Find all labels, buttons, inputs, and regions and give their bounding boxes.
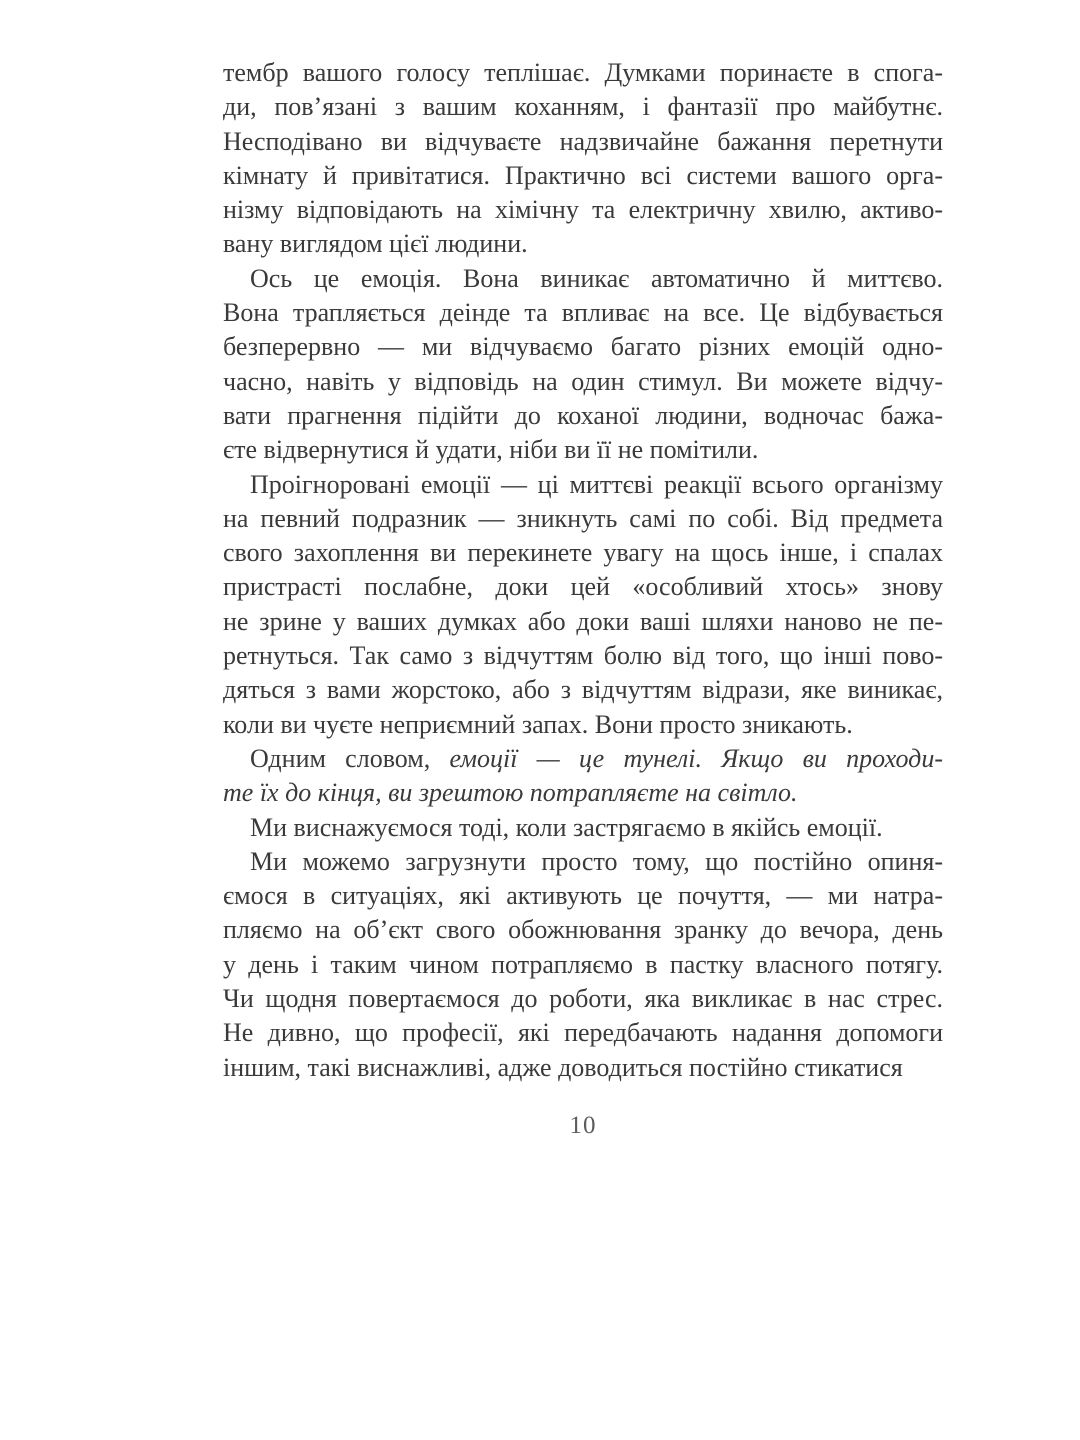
text-line: Несподівано ви відчуваєте надзвичайне бажання перетнути	[223, 126, 943, 156]
text-line: іншим, такі виснажливі, адже доводиться постійно стикатися	[223, 1052, 903, 1082]
text-line: свого захоплення ви перекинете увагу на щось інше, і спалах	[223, 538, 943, 568]
text-line: на певний подразник — зникнуть самі по собі. Від предмета	[223, 503, 943, 533]
text-line: Ми можемо загрузнути просто тому, що постійно опиня-	[250, 846, 943, 876]
text-line: Ось це емоція. Вона виникає автоматично й миттєво.	[250, 263, 943, 293]
text-line: ретнуться. Так само з відчуттям болю від того, що інші пово-	[223, 641, 943, 671]
text-line: пляємо на об’єкт свого обожнювання зранку до вечора, день	[223, 915, 943, 945]
text-line: нізму відповідають на хімічну та електричну хвилю, активо-	[223, 195, 943, 225]
text-line	[223, 776, 943, 810]
page-text	[223, 56, 943, 1085]
text-line: дяться з вами жорстоко, або з відчуттям відрази, яке виникає,	[223, 675, 943, 705]
text-line: коли ви чуєте неприємний запах. Вони просто зникають.	[223, 709, 853, 739]
text-line: єте відвернутися й удати, ніби ви її не помітили.	[223, 435, 759, 465]
text-line: кімнату й привітатися. Практично всі системи вашого орга-	[223, 160, 943, 190]
text-line: часно, навіть у відповідь на один стимул. Ви можете відчу-	[223, 366, 943, 396]
text-line: безперервно — ми відчуваємо багато різних емоцій одно-	[223, 332, 943, 362]
text-line: ди, пов’язані з вашим коханням, і фантазії про майбутнє.	[223, 92, 943, 122]
text-line: Ми виснажуємося тоді, коли застрягаємо в якійсь емоції.	[250, 812, 883, 842]
text-line	[223, 742, 943, 776]
text-line: у день і таким чином потрапляємо в пастку власного потягу.	[223, 949, 943, 979]
text-line: не зрине у ваших думках або доки ваші шляхи наново не пе-	[223, 606, 943, 636]
page-number: 10	[569, 1112, 597, 1139]
text-line: Не дивно, що професії, які передбачають надання допомоги	[223, 1018, 943, 1048]
text-run: Одним словом,	[250, 743, 450, 773]
text-line: Чи щодня повертаємося до роботи, яка викликає в нас стрес.	[223, 984, 943, 1014]
italic-run: емоції — це тунелі. Якщо ви проходи-	[449, 743, 943, 773]
text-line: тембр вашого голосу теплішає. Думками поринаєте в спога-	[223, 58, 943, 87]
text-line: вати прагнення підійти до коханої людини, водночас бажа-	[223, 400, 943, 430]
italic-run: те їх до кінця, ви зрештою потрапляєте на світло.	[223, 778, 798, 808]
text-line: вану виглядом цієї людини.	[223, 229, 528, 259]
text-line: пристрасті послабне, доки цей «особливий хтось» знову	[223, 572, 943, 602]
text-line: ємося в ситуаціях, які активують це почуття, — ми натра-	[223, 881, 943, 911]
text-line: Проігноровані емоції — ці миттєві реакції всього організму	[250, 469, 943, 499]
text-line: Вона трапляється деінде та впливає на все. Це відбувається	[223, 298, 943, 328]
